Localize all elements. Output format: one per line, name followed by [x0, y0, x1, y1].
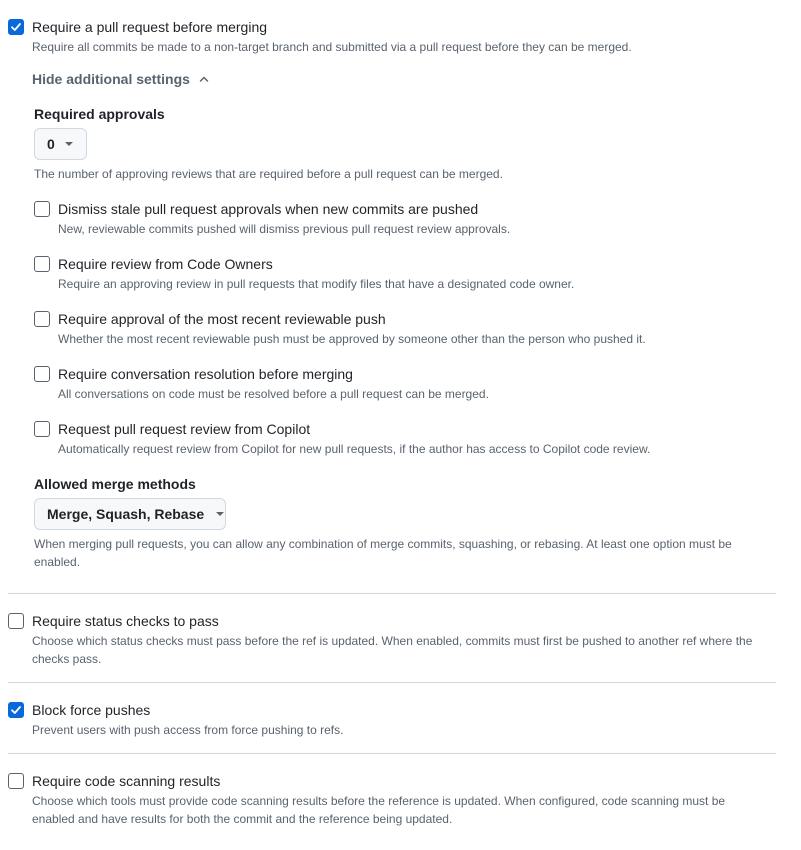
- caret-down-icon: [65, 142, 73, 146]
- required-approvals-value: 0: [47, 136, 55, 152]
- merge-methods-select[interactable]: [34, 498, 226, 530]
- hide-additional-settings-label: Hide additional settings: [32, 71, 190, 87]
- code-scanning-description: Choose which tools must provide code scanning results before the reference is updated. When configured, code scanning must be enabled and have results for both the commit and the reference being updated.: [32, 794, 726, 826]
- divider: [8, 593, 776, 594]
- code-owners-checkbox[interactable]: [34, 256, 50, 272]
- merge-methods-value: Merge, Squash, Rebase: [47, 506, 205, 522]
- block-force-pushes-description: Prevent users with push access from force pushing to refs.: [32, 723, 344, 737]
- require-pr-checkbox[interactable]: [8, 19, 24, 35]
- caret-down-icon: [216, 512, 224, 516]
- hide-additional-settings-toggle[interactable]: [32, 69, 210, 89]
- code-scanning-checkbox[interactable]: [8, 773, 24, 789]
- conversation-resolution-description: All conversations on code must be resolved before a pull request can be merged.: [58, 387, 489, 401]
- dismiss-stale-description: New, reviewable commits pushed will dismiss previous pull request review approvals.: [58, 222, 511, 236]
- check-icon: [10, 21, 22, 33]
- code-owners-description: Require an approving review in pull requests that modify files that have a designated code owner.: [58, 277, 575, 291]
- require-pr-title[interactable]: Require a pull request before merging: [32, 19, 268, 35]
- conversation-resolution-title[interactable]: Require conversation resolution before merging: [58, 366, 353, 382]
- required-approvals-help: The number of approving reviews that are required before a pull request can be merged.: [34, 167, 503, 181]
- conversation-resolution-checkbox[interactable]: [34, 366, 50, 382]
- merge-methods-help: When merging pull requests, you can allow any combination of merge commits, squashing, or rebasing. At least one option must be enabled.: [34, 537, 732, 569]
- divider: [8, 682, 776, 683]
- required-approvals-select[interactable]: [34, 128, 87, 160]
- recent-push-checkbox[interactable]: [34, 311, 50, 327]
- copilot-review-title[interactable]: Request pull request review from Copilot: [58, 421, 311, 437]
- block-force-pushes-checkbox[interactable]: [8, 702, 24, 718]
- require-pr-description: Require all commits be made to a non-target branch and submitted via a pull request before they can be merged.: [32, 40, 632, 54]
- dismiss-stale-checkbox[interactable]: [34, 201, 50, 217]
- status-checks-checkbox[interactable]: [8, 613, 24, 629]
- dismiss-stale-title[interactable]: Dismiss stale pull request approvals when new commits are pushed: [58, 201, 479, 217]
- block-force-pushes-title[interactable]: Block force pushes: [32, 702, 151, 718]
- recent-push-title[interactable]: Require approval of the most recent reviewable push: [58, 311, 386, 327]
- copilot-review-description: Automatically request review from Copilot for new pull requests, if the author has access to Copilot code review.: [58, 442, 651, 456]
- copilot-review-checkbox[interactable]: [34, 421, 50, 437]
- chevron-up-icon: [198, 73, 210, 85]
- check-icon: [10, 704, 22, 716]
- status-checks-title[interactable]: Require status checks to pass: [32, 613, 219, 629]
- status-checks-description: Choose which status checks must pass before the ref is updated. When enabled, commits must first be pushed to another ref where the checks pass.: [32, 634, 753, 666]
- recent-push-description: Whether the most recent reviewable push must be approved by someone other than the person who pushed it.: [58, 332, 646, 346]
- divider: [8, 753, 776, 754]
- merge-methods-label: Allowed merge methods: [34, 476, 196, 492]
- code-scanning-title[interactable]: Require code scanning results: [32, 773, 221, 789]
- required-approvals-label: Required approvals: [34, 106, 165, 122]
- code-owners-title[interactable]: Require review from Code Owners: [58, 256, 273, 272]
